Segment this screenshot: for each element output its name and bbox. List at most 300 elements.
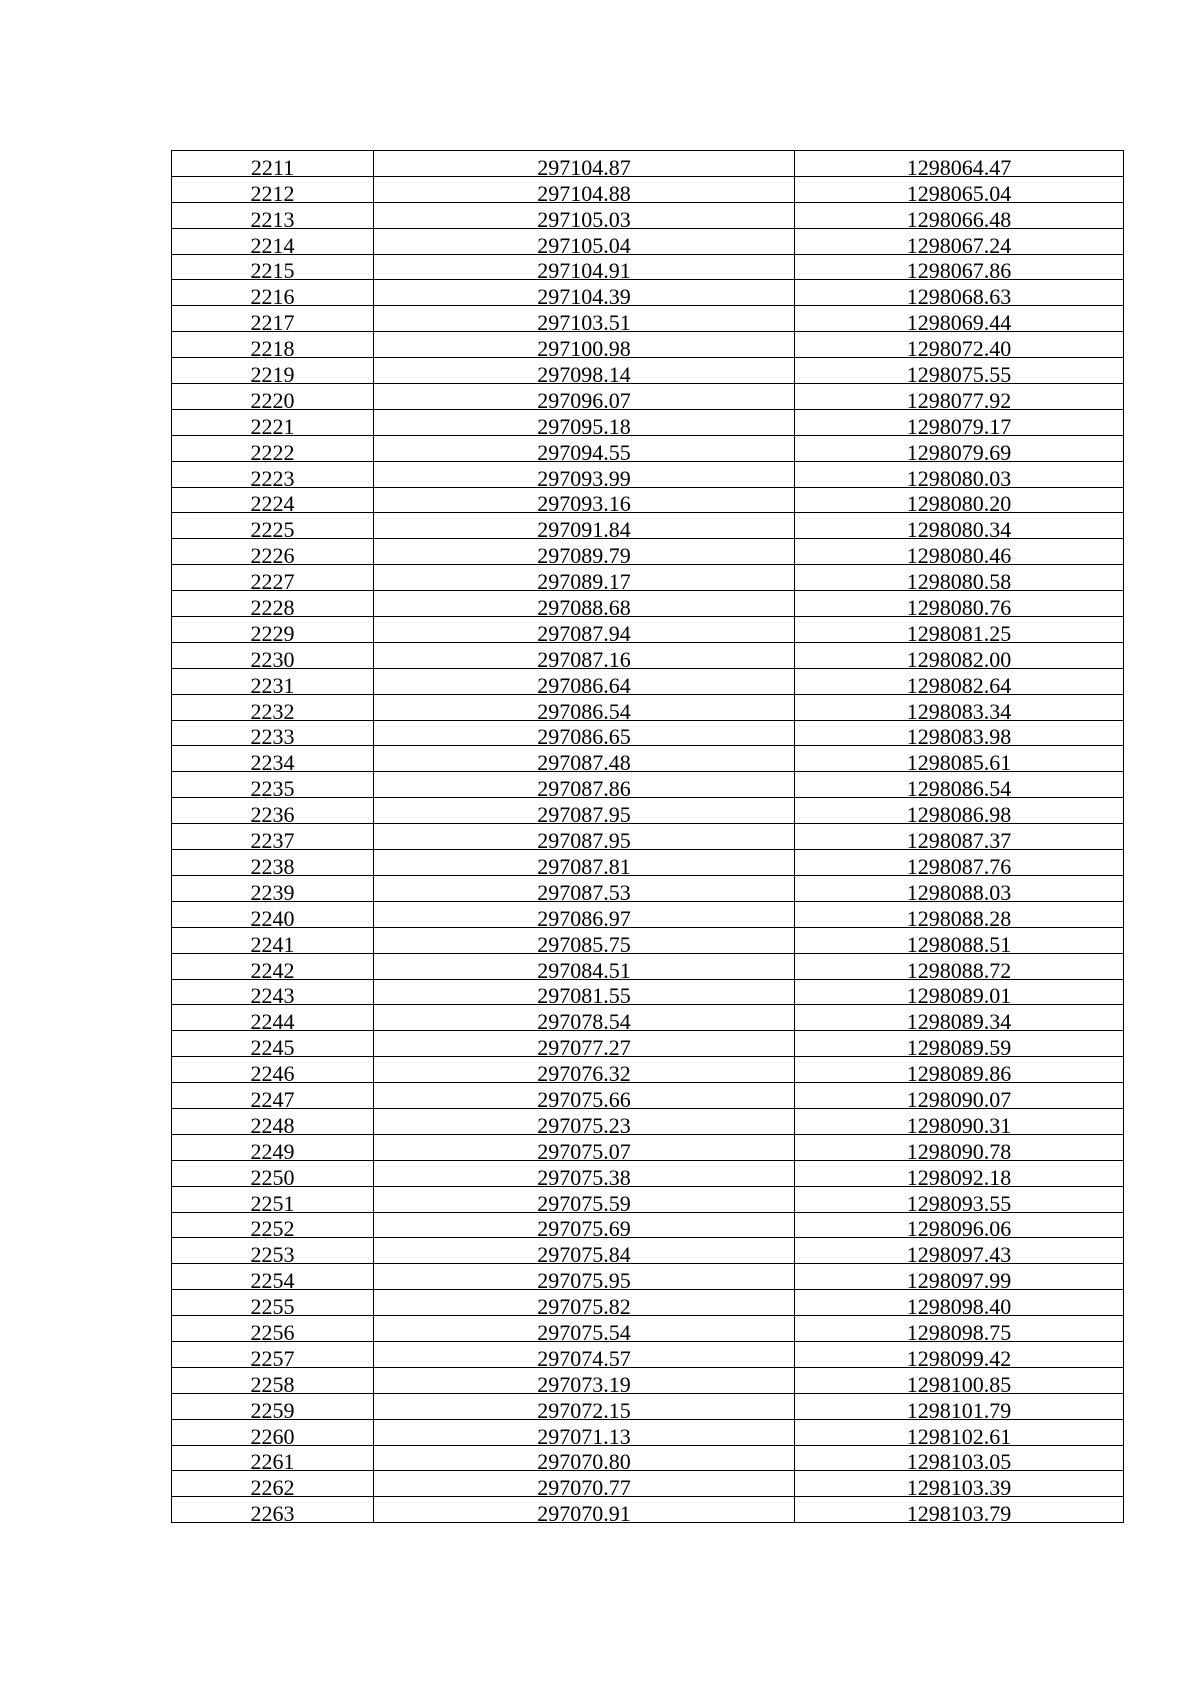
table-row xyxy=(172,176,1124,202)
cell-value: 2234 xyxy=(250,750,295,776)
cell-value: 297104.39 xyxy=(537,284,631,310)
table-row xyxy=(172,1005,1124,1031)
x-coordinate-cell xyxy=(374,1134,795,1164)
cell-value: 2213 xyxy=(250,206,295,232)
cell-value: 2244 xyxy=(250,1009,295,1035)
table-row xyxy=(172,1160,1124,1186)
x-coordinate-cell xyxy=(374,1031,795,1061)
x-coordinate-cell xyxy=(374,1497,795,1527)
cell-value: 2255 xyxy=(250,1294,295,1320)
cell-value: 297086.54 xyxy=(537,698,631,724)
table-row xyxy=(172,151,1124,177)
cell-value: 2236 xyxy=(250,802,295,828)
cell-value: 1298065.04 xyxy=(906,180,1012,206)
cell-value: 297095.18 xyxy=(537,413,631,439)
cell-value: 297105.03 xyxy=(537,206,631,232)
point-number-cell xyxy=(172,332,374,362)
cell-value: 2239 xyxy=(250,879,295,905)
cell-value: 297087.95 xyxy=(537,802,631,828)
x-coordinate-cell xyxy=(374,280,795,310)
x-coordinate-cell xyxy=(374,1471,795,1501)
cell-value: 1298088.51 xyxy=(906,931,1012,957)
x-coordinate-cell xyxy=(374,539,795,569)
cell-value: 297100.98 xyxy=(537,336,631,362)
cell-value: 297086.64 xyxy=(537,672,631,698)
x-coordinate-cell xyxy=(374,901,795,931)
x-coordinate-cell xyxy=(374,409,795,439)
table-row xyxy=(172,1238,1124,1264)
point-number-cell xyxy=(172,1341,374,1371)
y-coordinate-cell xyxy=(795,1264,1124,1294)
cell-value: 297087.16 xyxy=(537,646,631,672)
y-coordinate-cell xyxy=(795,1367,1124,1397)
table-row xyxy=(172,642,1124,668)
cell-value: 297075.54 xyxy=(537,1319,631,1345)
y-coordinate-cell xyxy=(795,254,1124,284)
x-coordinate-cell xyxy=(374,772,795,802)
table-row xyxy=(172,1186,1124,1212)
coordinate-table-body xyxy=(172,151,1124,1527)
y-coordinate-cell xyxy=(795,1186,1124,1216)
x-coordinate-cell xyxy=(374,254,795,284)
table-row xyxy=(172,1264,1124,1290)
cell-value: 297075.59 xyxy=(537,1190,631,1216)
y-coordinate-cell xyxy=(795,435,1124,465)
point-number-cell xyxy=(172,513,374,543)
x-coordinate-cell xyxy=(374,1290,795,1320)
table-row xyxy=(172,798,1124,824)
cell-value: 2251 xyxy=(250,1190,295,1216)
cell-value: 2259 xyxy=(250,1397,295,1423)
y-coordinate-cell xyxy=(795,1083,1124,1112)
y-coordinate-cell xyxy=(795,461,1124,491)
point-number-cell xyxy=(172,1367,374,1397)
table-row xyxy=(172,513,1124,539)
cell-value: 1298080.58 xyxy=(906,569,1012,595)
x-coordinate-cell xyxy=(374,850,795,879)
cell-value: 297087.95 xyxy=(537,828,631,854)
cell-value: 297077.27 xyxy=(537,1035,631,1061)
x-coordinate-cell xyxy=(374,332,795,362)
cell-value: 297075.66 xyxy=(537,1086,631,1112)
y-coordinate-cell xyxy=(795,1134,1124,1164)
point-number-cell xyxy=(172,1160,374,1190)
cell-value: 1298086.54 xyxy=(906,776,1012,802)
point-number-cell xyxy=(172,772,374,802)
point-number-cell xyxy=(172,824,374,854)
cell-value: 1298082.64 xyxy=(906,672,1012,698)
cell-value: 297075.38 xyxy=(537,1164,631,1190)
cell-value: 2225 xyxy=(250,517,295,543)
cell-value: 2252 xyxy=(250,1216,295,1242)
y-coordinate-cell xyxy=(795,332,1124,362)
x-coordinate-cell xyxy=(374,746,795,776)
cell-value: 297104.87 xyxy=(537,154,631,180)
point-number-cell xyxy=(172,642,374,672)
cell-value: 1298101.79 xyxy=(906,1397,1012,1423)
x-coordinate-cell xyxy=(374,1341,795,1371)
cell-value: 2256 xyxy=(250,1319,295,1345)
y-coordinate-cell xyxy=(795,642,1124,672)
cell-value: 297084.51 xyxy=(537,957,631,983)
table-row xyxy=(172,539,1124,565)
y-coordinate-cell xyxy=(795,487,1124,517)
cell-value: 2242 xyxy=(250,957,295,983)
table-row xyxy=(172,979,1124,1005)
cell-value: 1298093.55 xyxy=(906,1190,1012,1216)
table-row xyxy=(172,358,1124,384)
cell-value: 1298103.05 xyxy=(906,1449,1012,1475)
point-number-cell xyxy=(172,306,374,336)
cell-value: 297086.65 xyxy=(537,724,631,750)
table-row xyxy=(172,332,1124,358)
table-row xyxy=(172,1497,1124,1523)
point-number-cell xyxy=(172,746,374,776)
x-coordinate-cell xyxy=(374,875,795,905)
cell-value: 1298079.17 xyxy=(906,413,1012,439)
cell-value: 1298083.98 xyxy=(906,724,1012,750)
cell-value: 1298083.34 xyxy=(906,698,1012,724)
cell-value: 1298080.46 xyxy=(906,543,1012,569)
point-number-cell xyxy=(172,591,374,621)
x-coordinate-cell xyxy=(374,228,795,258)
table-row xyxy=(172,772,1124,798)
point-number-cell xyxy=(172,875,374,905)
cell-value: 297086.97 xyxy=(537,905,631,931)
point-number-cell xyxy=(172,1445,374,1475)
point-number-cell xyxy=(172,539,374,569)
cell-value: 297075.95 xyxy=(537,1268,631,1294)
cell-value: 2258 xyxy=(250,1371,295,1397)
cell-value: 2222 xyxy=(250,439,295,465)
cell-value: 2245 xyxy=(250,1035,295,1061)
cell-value: 297091.84 xyxy=(537,517,631,543)
cell-value: 1298072.40 xyxy=(906,336,1012,362)
cell-value: 1298088.72 xyxy=(906,957,1012,983)
y-coordinate-cell xyxy=(795,228,1124,258)
y-coordinate-cell xyxy=(795,1497,1124,1527)
point-number-cell xyxy=(172,1419,374,1449)
cell-value: 1298102.61 xyxy=(906,1423,1012,1449)
y-coordinate-cell xyxy=(795,1108,1124,1138)
cell-value: 1298080.03 xyxy=(906,465,1012,491)
point-number-cell xyxy=(172,1031,374,1061)
table-row xyxy=(172,1108,1124,1134)
cell-value: 1298097.43 xyxy=(906,1242,1012,1268)
table-row xyxy=(172,1031,1124,1057)
x-coordinate-cell xyxy=(374,202,795,232)
point-number-cell xyxy=(172,617,374,646)
x-coordinate-cell xyxy=(374,668,795,698)
y-coordinate-cell xyxy=(795,746,1124,776)
cell-value: 297075.69 xyxy=(537,1216,631,1242)
point-number-cell xyxy=(172,927,374,957)
cell-value: 297075.82 xyxy=(537,1294,631,1320)
y-coordinate-cell xyxy=(795,1290,1124,1320)
cell-value: 2212 xyxy=(250,180,295,206)
point-number-cell xyxy=(172,1497,374,1527)
point-number-cell xyxy=(172,461,374,491)
cell-value: 2253 xyxy=(250,1242,295,1268)
cell-value: 2224 xyxy=(250,491,295,517)
cell-value: 1298080.76 xyxy=(906,595,1012,621)
table-row xyxy=(172,228,1124,254)
table-row xyxy=(172,1290,1124,1316)
cell-value: 297096.07 xyxy=(537,387,631,413)
cell-value: 1298103.39 xyxy=(906,1475,1012,1501)
point-number-cell xyxy=(172,280,374,310)
y-coordinate-cell xyxy=(795,850,1124,879)
y-coordinate-cell xyxy=(795,1238,1124,1268)
cell-value: 297087.94 xyxy=(537,620,631,646)
cell-value: 2235 xyxy=(250,776,295,802)
x-coordinate-cell xyxy=(374,720,795,750)
table-row xyxy=(172,953,1124,979)
cell-value: 1298096.06 xyxy=(906,1216,1012,1242)
point-number-cell xyxy=(172,254,374,284)
table-row xyxy=(172,435,1124,461)
x-coordinate-cell xyxy=(374,1212,795,1242)
cell-value: 297105.04 xyxy=(537,232,631,258)
y-coordinate-cell xyxy=(795,1393,1124,1423)
cell-value: 1298077.92 xyxy=(906,387,1012,413)
point-number-cell xyxy=(172,1290,374,1320)
table-row xyxy=(172,927,1124,953)
cell-value: 2211 xyxy=(250,154,295,180)
y-coordinate-cell xyxy=(795,1005,1124,1035)
cell-value: 1298082.00 xyxy=(906,646,1012,672)
cell-value: 1298098.75 xyxy=(906,1319,1012,1345)
cell-value: 1298085.61 xyxy=(906,750,1012,776)
cell-value: 2257 xyxy=(250,1345,295,1371)
table-row xyxy=(172,720,1124,746)
y-coordinate-cell xyxy=(795,901,1124,931)
cell-value: 2241 xyxy=(250,931,295,957)
point-number-cell xyxy=(172,1393,374,1423)
table-row xyxy=(172,306,1124,332)
cell-value: 1298089.01 xyxy=(906,983,1012,1009)
y-coordinate-cell xyxy=(795,565,1124,595)
y-coordinate-cell xyxy=(795,539,1124,569)
table-row xyxy=(172,1445,1124,1471)
x-coordinate-cell xyxy=(374,565,795,595)
y-coordinate-cell xyxy=(795,979,1124,1009)
y-coordinate-cell xyxy=(795,1471,1124,1501)
table-row xyxy=(172,1212,1124,1238)
cell-value: 2215 xyxy=(250,258,295,284)
table-row xyxy=(172,694,1124,720)
x-coordinate-cell xyxy=(374,1057,795,1087)
x-coordinate-cell xyxy=(374,1393,795,1423)
cell-value: 1298088.03 xyxy=(906,879,1012,905)
x-coordinate-cell xyxy=(374,927,795,957)
table-row xyxy=(172,487,1124,513)
cell-value: 297070.77 xyxy=(537,1475,631,1501)
point-number-cell xyxy=(172,694,374,724)
y-coordinate-cell xyxy=(795,720,1124,750)
table-row xyxy=(172,409,1124,435)
cell-value: 2219 xyxy=(250,362,295,388)
cell-value: 297093.99 xyxy=(537,465,631,491)
cell-value: 2246 xyxy=(250,1061,295,1087)
cell-value: 1298087.76 xyxy=(906,853,1012,879)
cell-value: 1298069.44 xyxy=(906,310,1012,336)
cell-value: 297104.91 xyxy=(537,258,631,284)
cell-value: 297085.75 xyxy=(537,931,631,957)
table-row xyxy=(172,1419,1124,1445)
y-coordinate-cell xyxy=(795,1212,1124,1242)
x-coordinate-cell xyxy=(374,617,795,646)
y-coordinate-cell xyxy=(795,953,1124,983)
x-coordinate-cell xyxy=(374,1238,795,1268)
x-coordinate-cell xyxy=(374,487,795,517)
cell-value: 1298098.40 xyxy=(906,1294,1012,1320)
y-coordinate-cell xyxy=(795,927,1124,957)
cell-value: 2240 xyxy=(250,905,295,931)
cell-value: 2218 xyxy=(250,336,295,362)
cell-value: 297087.81 xyxy=(537,853,631,879)
point-number-cell xyxy=(172,435,374,465)
x-coordinate-cell xyxy=(374,384,795,413)
x-coordinate-cell xyxy=(374,1445,795,1475)
cell-value: 1298089.59 xyxy=(906,1035,1012,1061)
cell-value: 2262 xyxy=(250,1475,295,1501)
table-row xyxy=(172,875,1124,901)
point-number-cell xyxy=(172,1108,374,1138)
x-coordinate-cell xyxy=(374,591,795,621)
y-coordinate-cell xyxy=(795,875,1124,905)
point-number-cell xyxy=(172,720,374,750)
point-number-cell xyxy=(172,1471,374,1501)
table-row xyxy=(172,591,1124,617)
cell-value: 1298088.28 xyxy=(906,905,1012,931)
point-number-cell xyxy=(172,1316,374,1345)
y-coordinate-cell xyxy=(795,306,1124,336)
table-row xyxy=(172,1471,1124,1497)
cell-value: 1298068.63 xyxy=(906,284,1012,310)
point-number-cell xyxy=(172,1083,374,1112)
y-coordinate-cell xyxy=(795,772,1124,802)
cell-value: 1298080.20 xyxy=(906,491,1012,517)
point-number-cell xyxy=(172,409,374,439)
y-coordinate-cell xyxy=(795,513,1124,543)
cell-value: 1298092.18 xyxy=(906,1164,1012,1190)
table-row xyxy=(172,1316,1124,1342)
table-row xyxy=(172,824,1124,850)
x-coordinate-cell xyxy=(374,176,795,206)
y-coordinate-cell xyxy=(795,1419,1124,1449)
y-coordinate-cell xyxy=(795,1057,1124,1087)
cell-value: 2247 xyxy=(250,1086,295,1112)
cell-value: 2214 xyxy=(250,232,295,258)
cell-value: 1298090.78 xyxy=(906,1138,1012,1164)
point-number-cell xyxy=(172,384,374,413)
cell-value: 2243 xyxy=(250,983,295,1009)
cell-value: 2248 xyxy=(250,1112,295,1138)
cell-value: 297089.17 xyxy=(537,569,631,595)
cell-value: 297075.07 xyxy=(537,1138,631,1164)
point-number-cell xyxy=(172,487,374,517)
x-coordinate-cell xyxy=(374,1419,795,1449)
cell-value: 1298103.79 xyxy=(906,1501,1012,1527)
cell-value: 2220 xyxy=(250,387,295,413)
cell-value: 2226 xyxy=(250,543,295,569)
x-coordinate-cell xyxy=(374,1005,795,1035)
cell-value: 297089.79 xyxy=(537,543,631,569)
table-row xyxy=(172,280,1124,306)
point-number-cell xyxy=(172,176,374,206)
table-row xyxy=(172,384,1124,410)
x-coordinate-cell xyxy=(374,1186,795,1216)
x-coordinate-cell xyxy=(374,435,795,465)
y-coordinate-cell xyxy=(795,824,1124,854)
x-coordinate-cell xyxy=(374,953,795,983)
x-coordinate-cell xyxy=(374,1316,795,1345)
y-coordinate-cell xyxy=(795,280,1124,310)
y-coordinate-cell xyxy=(795,1316,1124,1345)
cell-value: 1298066.48 xyxy=(906,206,1012,232)
x-coordinate-cell xyxy=(374,1264,795,1294)
x-coordinate-cell xyxy=(374,824,795,854)
table-row xyxy=(172,565,1124,591)
y-coordinate-cell xyxy=(795,151,1124,180)
point-number-cell xyxy=(172,565,374,595)
x-coordinate-cell xyxy=(374,1160,795,1190)
cell-value: 297098.14 xyxy=(537,362,631,388)
point-number-cell xyxy=(172,1134,374,1164)
y-coordinate-cell xyxy=(795,1160,1124,1190)
point-number-cell xyxy=(172,953,374,983)
cell-value: 2221 xyxy=(250,413,295,439)
x-coordinate-cell xyxy=(374,513,795,543)
x-coordinate-cell xyxy=(374,798,795,828)
cell-value: 297093.16 xyxy=(537,491,631,517)
cell-value: 297071.13 xyxy=(537,1423,631,1449)
cell-value: 1298079.69 xyxy=(906,439,1012,465)
y-coordinate-cell xyxy=(795,409,1124,439)
cell-value: 297073.19 xyxy=(537,1371,631,1397)
cell-value: 297087.86 xyxy=(537,776,631,802)
cell-value: 2263 xyxy=(250,1501,295,1527)
cell-value: 1298097.99 xyxy=(906,1268,1012,1294)
y-coordinate-cell xyxy=(795,798,1124,828)
coordinate-table xyxy=(171,150,1124,1527)
x-coordinate-cell xyxy=(374,694,795,724)
y-coordinate-cell xyxy=(795,384,1124,413)
point-number-cell xyxy=(172,850,374,879)
cell-value: 2249 xyxy=(250,1138,295,1164)
table-row xyxy=(172,746,1124,772)
cell-value: 2232 xyxy=(250,698,295,724)
cell-value: 297103.51 xyxy=(537,310,631,336)
point-number-cell xyxy=(172,668,374,698)
y-coordinate-cell xyxy=(795,202,1124,232)
cell-value: 297087.48 xyxy=(537,750,631,776)
cell-value: 297074.57 xyxy=(537,1345,631,1371)
x-coordinate-cell xyxy=(374,642,795,672)
cell-value: 2231 xyxy=(250,672,295,698)
cell-value: 1298075.55 xyxy=(906,362,1012,388)
y-coordinate-cell xyxy=(795,1445,1124,1475)
cell-value: 2233 xyxy=(250,724,295,750)
x-coordinate-cell xyxy=(374,461,795,491)
cell-value: 1298099.42 xyxy=(906,1345,1012,1371)
x-coordinate-cell xyxy=(374,358,795,388)
cell-value: 297087.53 xyxy=(537,879,631,905)
x-coordinate-cell xyxy=(374,151,795,180)
point-number-cell xyxy=(172,901,374,931)
cell-value: 2260 xyxy=(250,1423,295,1449)
